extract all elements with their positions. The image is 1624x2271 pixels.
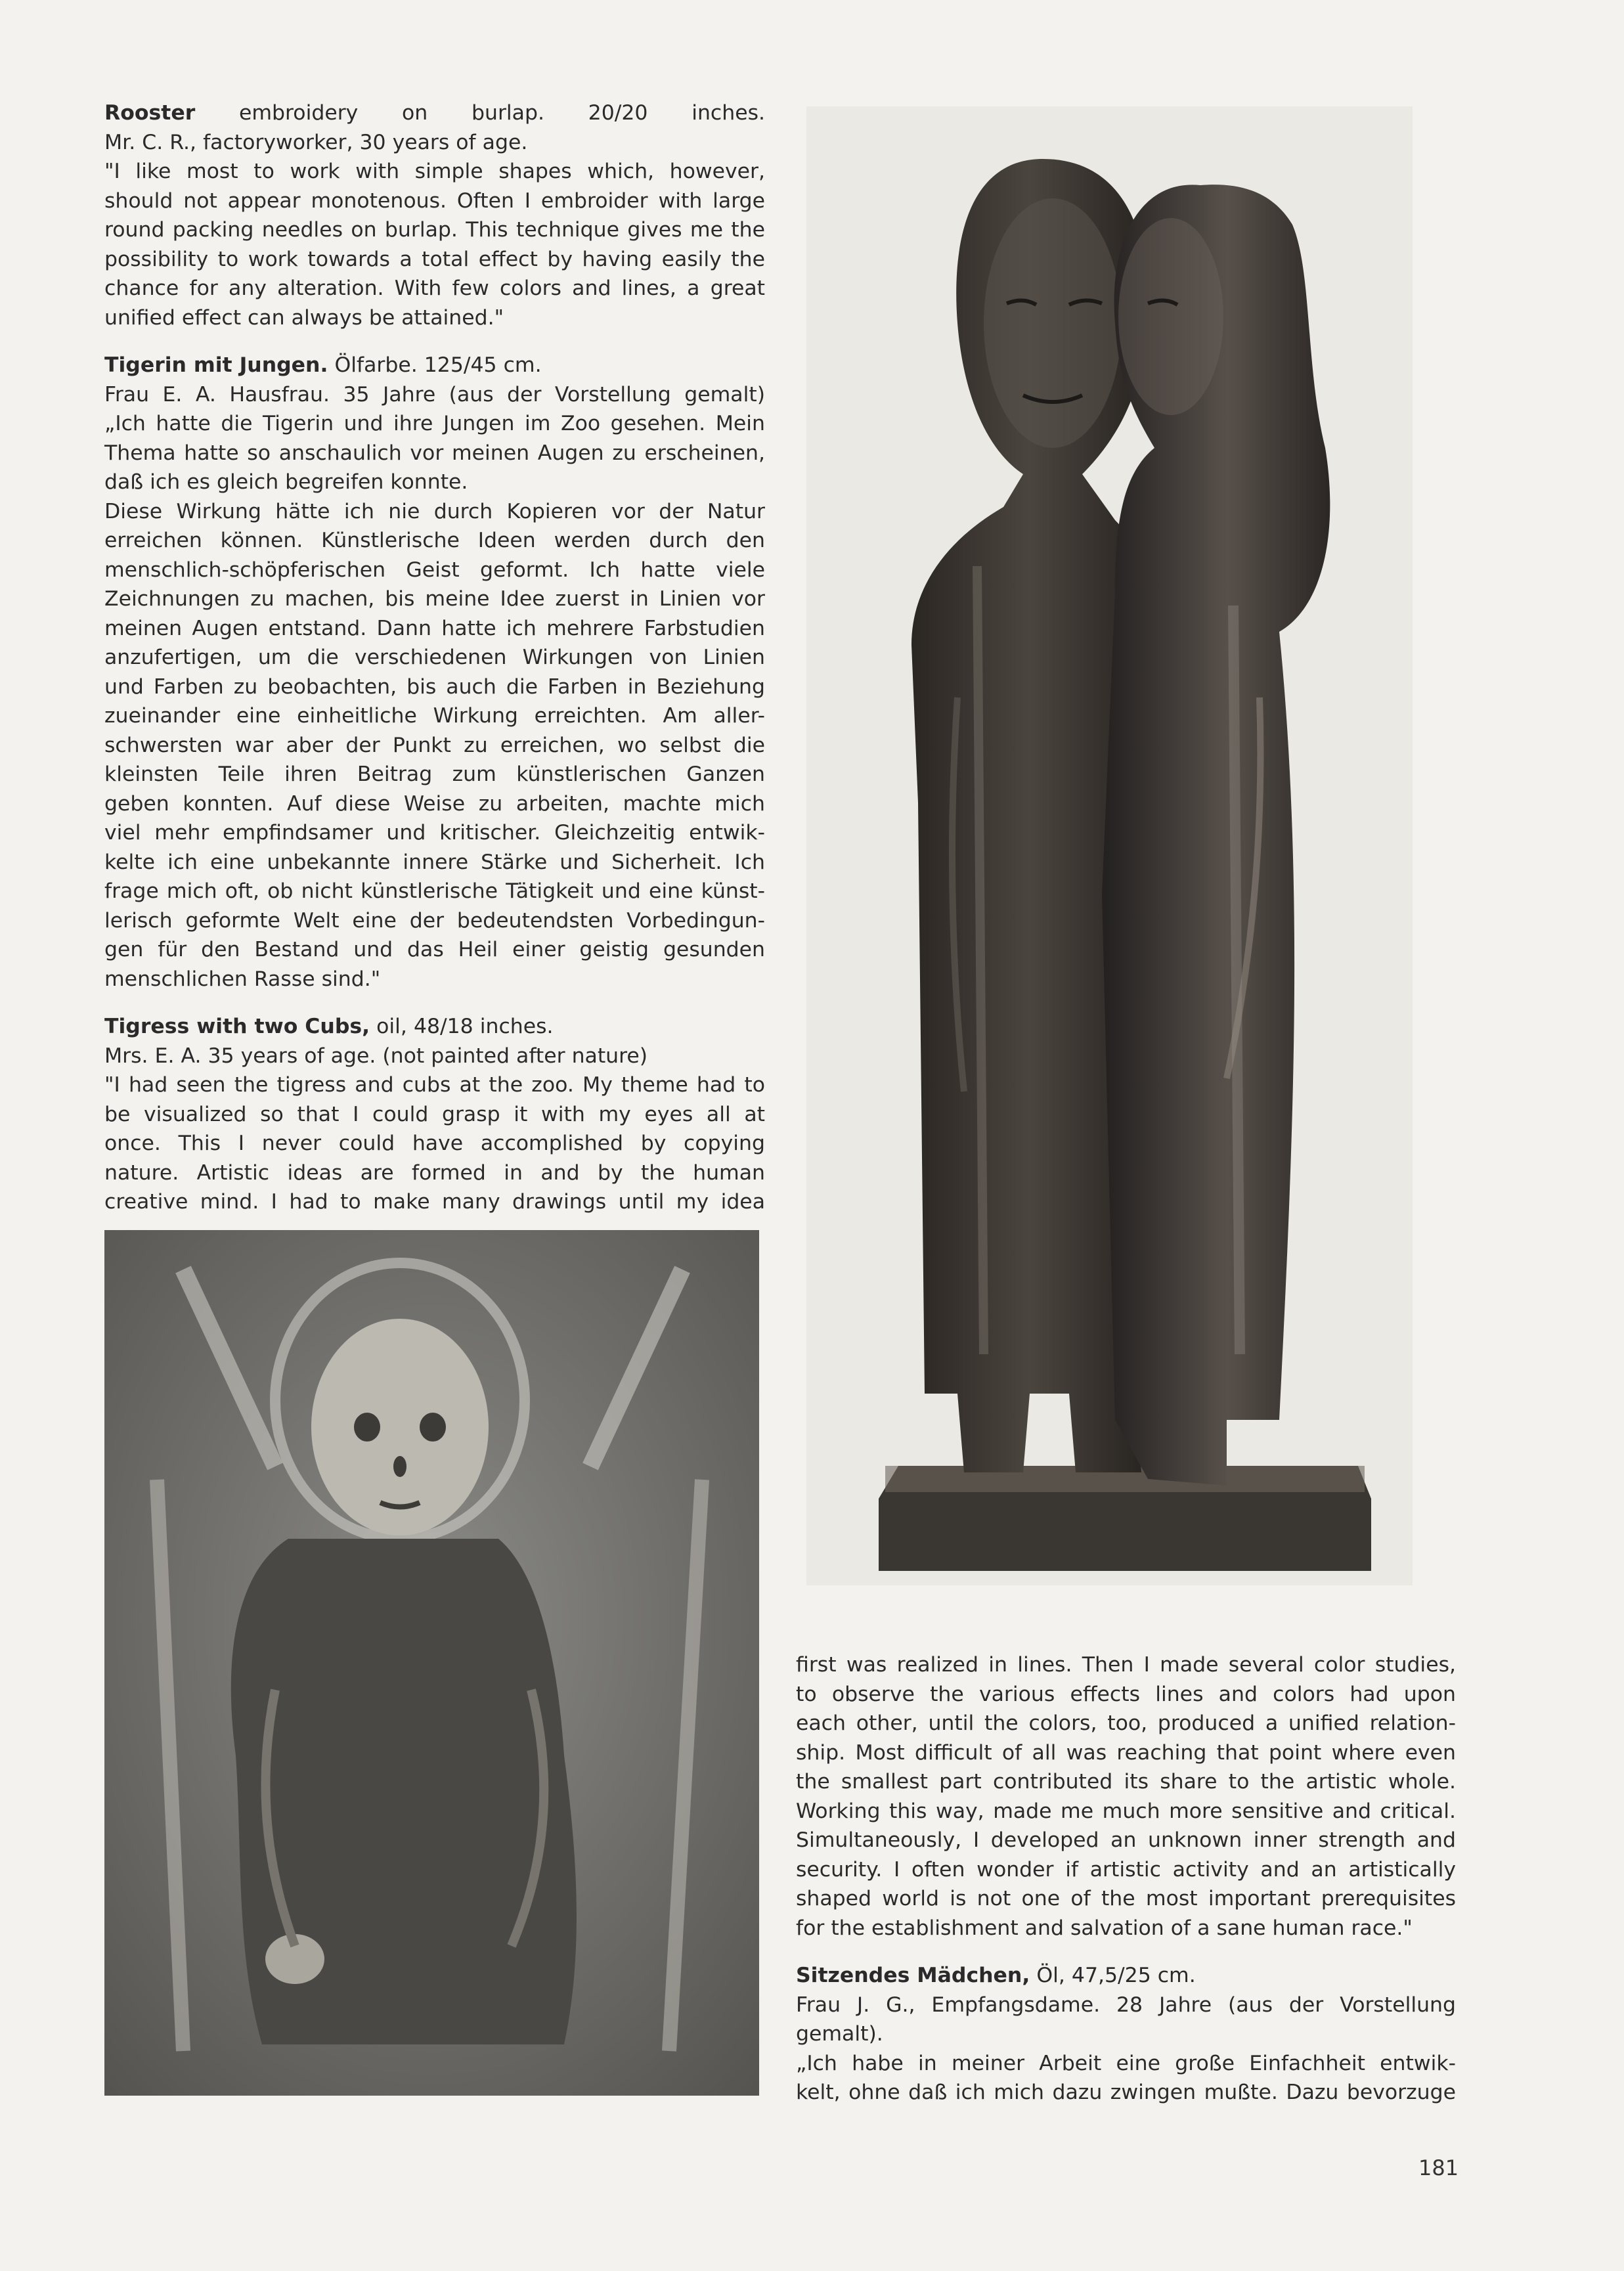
text-line: „Ich hatte die Tigerin und ihre Jungen im Zoo gesehen. Mein bbox=[104, 412, 765, 435]
entry-title: Sitzendes Mädchen, bbox=[796, 1964, 1030, 1987]
text-line: Zeichnungen zu machen, bis meine Idee zuerst in Linien vor bbox=[104, 587, 765, 611]
text-line: Mr. C. R., factoryworker, 30 years of age. bbox=[104, 130, 528, 154]
text-line: the smallest part contributed its share to the artistic whole. bbox=[796, 1770, 1456, 1794]
text-line: viel mehr empfindsamer und kritischer. Gleichzeitig entwik- bbox=[104, 821, 765, 845]
text-line: Diese Wirkung hätte ich nie durch Kopieren vor der Natur bbox=[104, 499, 765, 523]
painting-photograph bbox=[104, 1230, 759, 2096]
text-line: Simultaneously, I developed an unknown inner strength and bbox=[796, 1828, 1456, 1852]
text-line: chance for any alteration. With few colors and lines, a great bbox=[104, 276, 765, 300]
page-number: 181 bbox=[1418, 2155, 1459, 2180]
text-line: once. This I never could have accomplished by copying bbox=[104, 1132, 765, 1155]
text-line: und Farben zu beobachten, bis auch die Farben in Beziehung bbox=[104, 674, 765, 699]
text-line: anzufertigen, um die verschiedenen Wirkungen von Linien bbox=[104, 646, 765, 669]
text-line: should not appear monotenous. Often I embroider with large bbox=[104, 188, 765, 213]
text-line: Working this way, made me much more sensitive and critical. bbox=[796, 1799, 1456, 1823]
text-line: nature. Artistic ideas are formed in and by the human bbox=[104, 1160, 765, 1185]
text-line: shaped world is not one of the most important prerequisites bbox=[796, 1887, 1456, 1910]
painting-illustration bbox=[104, 1230, 759, 2096]
text-line: „Ich habe in meiner Arbeit eine große Einfachheit entwik- bbox=[796, 2051, 1456, 2075]
text-line: erreichen können. Künstlerische Ideen werden durch den bbox=[104, 529, 765, 552]
text-line: "I like most to work with simple shapes which, however, bbox=[104, 160, 765, 183]
entry-title-details: Ölfarbe. 125/45 cm. bbox=[328, 353, 542, 377]
left-text-column bbox=[104, 99, 765, 1217]
text-line: for the establishment and salvation of a sane human race." bbox=[796, 1916, 1413, 1940]
painted-head bbox=[311, 1319, 489, 1535]
right-text-column bbox=[796, 1650, 1456, 2107]
entry-title-details: embroidery on burlap. 20/20 inches. bbox=[195, 101, 765, 125]
text-line: lerisch geformte Welt eine der bedeutendsten Vorbedingun- bbox=[104, 908, 765, 933]
text-line: round packing needles on burlap. This technique gives me the bbox=[104, 218, 765, 242]
text-line: kleinsten Teile ihren Beitrag zum künstlerischen Ganzen bbox=[104, 762, 765, 786]
text-line: daß ich es gleich begreifen konnte. bbox=[104, 470, 468, 494]
entry-rooster bbox=[104, 99, 765, 332]
entry-title: Rooster bbox=[104, 101, 196, 125]
text-line: kelte ich eine unbekannte innere Stärke und Sicherheit. Ich bbox=[104, 850, 765, 874]
text-line: possibility to work towards a total effect by having easily the bbox=[104, 247, 765, 271]
statue-illustration bbox=[806, 106, 1413, 1585]
text-line: schwersten war aber der Punkt zu erreichen, wo selbst die bbox=[104, 733, 765, 757]
entry-title-details: Öl, 47,5/25 cm. bbox=[1030, 1964, 1196, 1987]
text-line: Thema hatte so anschaulich vor meinen Augen zu erscheinen, bbox=[104, 441, 765, 465]
text-line: ship. Most difficult of all was reaching that point where even bbox=[796, 1740, 1456, 1765]
text-line: Mrs. E. A. 35 years of age. (not painted after nature) bbox=[104, 1044, 648, 1068]
text-line: gen für den Bestand und das Heil einer geistig gesunden bbox=[104, 938, 765, 961]
text-line: frage mich oft, ob nicht künstlerische Tätigkeit und eine künst- bbox=[104, 879, 765, 903]
text-line: creative mind. I had to make many drawings until my idea bbox=[104, 1190, 765, 1214]
text-line: be visualized so that I could grasp it with my eyes all at bbox=[104, 1102, 765, 1126]
continuation-paragraph bbox=[796, 1650, 1456, 1943]
text-line: each other, until the colors, too, produced a unified relation- bbox=[796, 1711, 1456, 1735]
entry-title: Tigerin mit Jungen. bbox=[104, 353, 328, 377]
text-line: to observe the various effects lines and colors had upon bbox=[796, 1682, 1456, 1706]
text-line: Frau J. G., Empfangsdame. 28 Jahre (aus der Vorstellung bbox=[796, 1993, 1456, 2017]
text-line: meinen Augen entstand. Dann hatte ich mehrere Farbstudien bbox=[104, 616, 765, 640]
text-line: gemalt). bbox=[796, 2022, 883, 2046]
text-line: geben konnten. Auf diese Weise zu arbeiten, machte mich bbox=[104, 791, 765, 816]
text-line: security. I often wonder if artistic activity and an artistically bbox=[796, 1857, 1456, 1882]
text-line: menschlich-schöpferischen Geist geformt. Ich hatte viele bbox=[104, 558, 765, 582]
statue-photograph bbox=[806, 106, 1413, 1585]
entry-tigerin-mit-jungen bbox=[104, 351, 765, 994]
entry-tigress-with-two-cubs bbox=[104, 1012, 765, 1217]
text-line: zueinander eine einheitliche Wirkung erreichten. Am aller- bbox=[104, 704, 765, 728]
text-line: first was realized in lines. Then I made several color studies, bbox=[796, 1653, 1456, 1677]
text-line: "I had seen the tigress and cubs at the zoo. My theme had to bbox=[104, 1073, 765, 1097]
text-line: Frau E. A. Hausfrau. 35 Jahre (aus der Vorstellung gemalt) bbox=[104, 382, 765, 407]
entry-sitzendes-maedchen bbox=[796, 1961, 1456, 2107]
text-line: unified effect can always be attained." bbox=[104, 305, 504, 330]
text-line: kelt, ohne daß ich mich dazu zwingen mußte. Dazu bevorzuge bbox=[796, 2081, 1456, 2104]
entry-title: Tigress with two Cubs, bbox=[104, 1015, 370, 1038]
entry-title-details: oil, 48/18 inches. bbox=[370, 1015, 554, 1038]
text-line: menschlichen Rasse sind." bbox=[104, 967, 381, 991]
